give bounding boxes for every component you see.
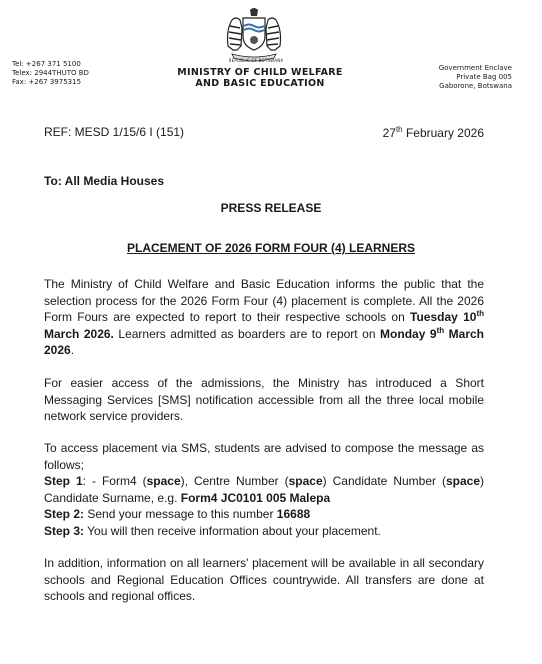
fax: Fax: +267 3975315 xyxy=(12,78,82,86)
sms-example: Form4 JC0101 005 Malepa xyxy=(180,490,331,505)
letter-date xyxy=(383,125,484,140)
p1-date-1: Tuesday 10 xyxy=(410,310,477,324)
space-keyword: space xyxy=(146,474,181,488)
paragraph-intro xyxy=(44,276,484,359)
postal-address xyxy=(439,64,512,91)
step-3-label: Step 3: xyxy=(44,523,85,538)
space-keyword: space xyxy=(445,474,481,488)
addressee: To: All Media Houses xyxy=(44,174,165,188)
date-day: 27 xyxy=(382,126,396,140)
republic-label: REPUBLIC OF BOTSWANA xyxy=(228,58,284,63)
paragraph-availability: In addition, information on all learners' placement will be available in all secondary schools and Regional Education Offices countrywide. All transfers are done at schools and regional offices. xyxy=(44,556,484,603)
space-keyword: space xyxy=(288,474,323,488)
sms-number: 16688 xyxy=(276,507,311,521)
p1-date-1-sup: th xyxy=(476,309,484,318)
ministry-name xyxy=(160,67,360,89)
paragraph-sms-info: For easier access of the admissions, the Ministry has introduced a Short Messaging Services [SMS] notification accessible from all the three local mobile network service providers. xyxy=(44,376,484,423)
coat-of-arms-icon xyxy=(222,6,286,62)
document-heading: PLACEMENT OF 2026 FORM FOUR (4) LEARNERS xyxy=(126,241,416,255)
reference-number: REF: MESD 1/15/6 I (151) xyxy=(44,125,185,139)
step-1-text-b: ), Centre Number ( xyxy=(180,474,289,488)
press-release-label: PRESS RELEASE xyxy=(220,201,322,215)
step-2-text: Send your message to this number xyxy=(84,507,277,521)
paragraph-sms-steps xyxy=(44,440,484,539)
ministry-line-1: MINISTRY OF CHILD WELFARE xyxy=(177,67,343,78)
step-1-text-a: : - Form4 ( xyxy=(82,474,147,488)
p1-date-2-sup: th xyxy=(436,325,445,335)
p1-date-2: Monday 9 xyxy=(380,326,437,341)
telephone: Tel: +267 371 5100 xyxy=(12,60,81,68)
step-1-label: Step 1 xyxy=(44,474,83,488)
address-line-2: Private Bag 005 xyxy=(456,73,512,81)
step-1-text-d: ) Candidate Surname, e.g. xyxy=(44,474,485,505)
p1-text-a: The Ministry of Child Welfare and Basic Education informs the public that the selection process for the 2026 Form Four (4) placement is complete. All the 2026 Form Fours are expected to report to their respective schools on xyxy=(44,277,484,324)
address-line-3: Gaborone, Botswana xyxy=(439,82,512,90)
telex: Telex: 2944THUTO BD xyxy=(12,69,89,77)
p3-intro: To access placement via SMS, students are advised to compose the message as follows; xyxy=(44,441,484,472)
p1-text-e: . xyxy=(70,343,75,357)
step-1-text-c: ) Candidate Number ( xyxy=(322,474,446,488)
date-suffix: th xyxy=(395,125,403,134)
address-line-1: Government Enclave xyxy=(438,64,512,72)
contact-details xyxy=(12,60,89,87)
ministry-line-2: AND BASIC EDUCATION xyxy=(195,78,325,89)
step-2-label: Step 2: xyxy=(44,507,85,521)
step-3-text: You will then receive information about your placement. xyxy=(84,523,381,538)
p1-date-2-end: March 2026 xyxy=(44,326,484,357)
p1-date-1-end: March 2026. xyxy=(44,326,114,341)
p1-text-c: Learners admitted as boarders are to report on xyxy=(113,326,381,341)
date-rest: February 2026 xyxy=(402,126,484,140)
